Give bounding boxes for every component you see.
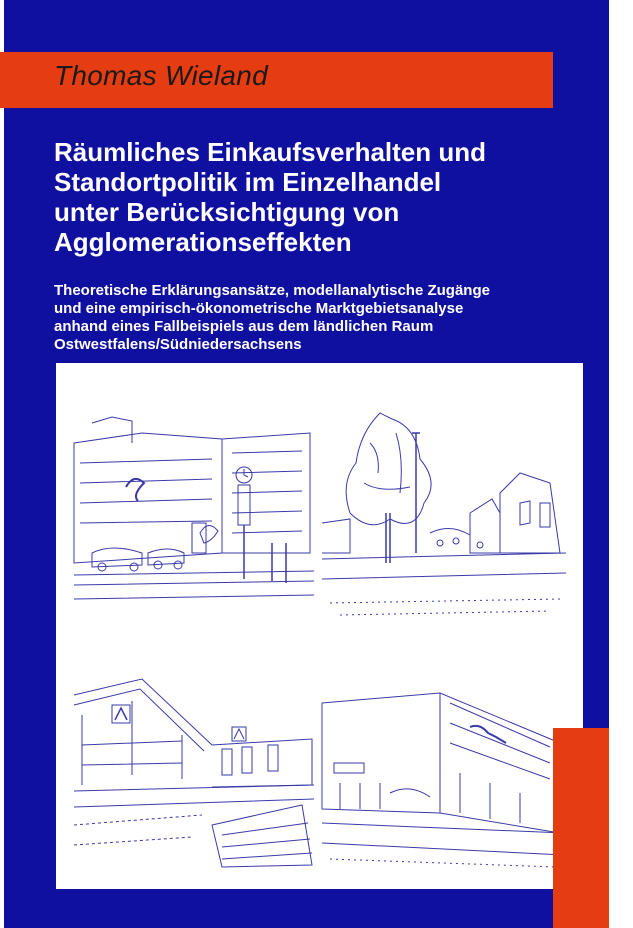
title-line: Standortpolitik im Einzelhandel (54, 167, 442, 197)
title-line: Agglomerationseffekten (54, 227, 352, 257)
title-line: unter Berücksichtigung von (54, 197, 400, 227)
subtitle-line: und eine empirisch-ökonometrische Marktgebietsanalyse (54, 300, 464, 317)
book-subtitle (54, 282, 554, 354)
subtitle-line: Ostwestfalens/Südniedersachsens (54, 336, 302, 353)
subtitle-line: Theoretische Erklärungsansätze, modellanalytische Zugänge (54, 282, 490, 299)
photo-collage (56, 363, 583, 889)
book-title (54, 137, 554, 257)
town-square-tree-photo (320, 403, 566, 623)
discount-store-gable-photo (72, 675, 316, 871)
author-name: Thomas Wieland (54, 60, 269, 91)
title-line: Räumliches Einkaufsverhalten und (54, 137, 487, 167)
retail-hall-corner-photo (320, 683, 566, 869)
subtitle-line: anhand eines Fallbeispiels aus dem ländlichen Raum (54, 318, 434, 335)
shopping-center-street-photo (72, 403, 316, 613)
accent-bar (553, 728, 609, 928)
